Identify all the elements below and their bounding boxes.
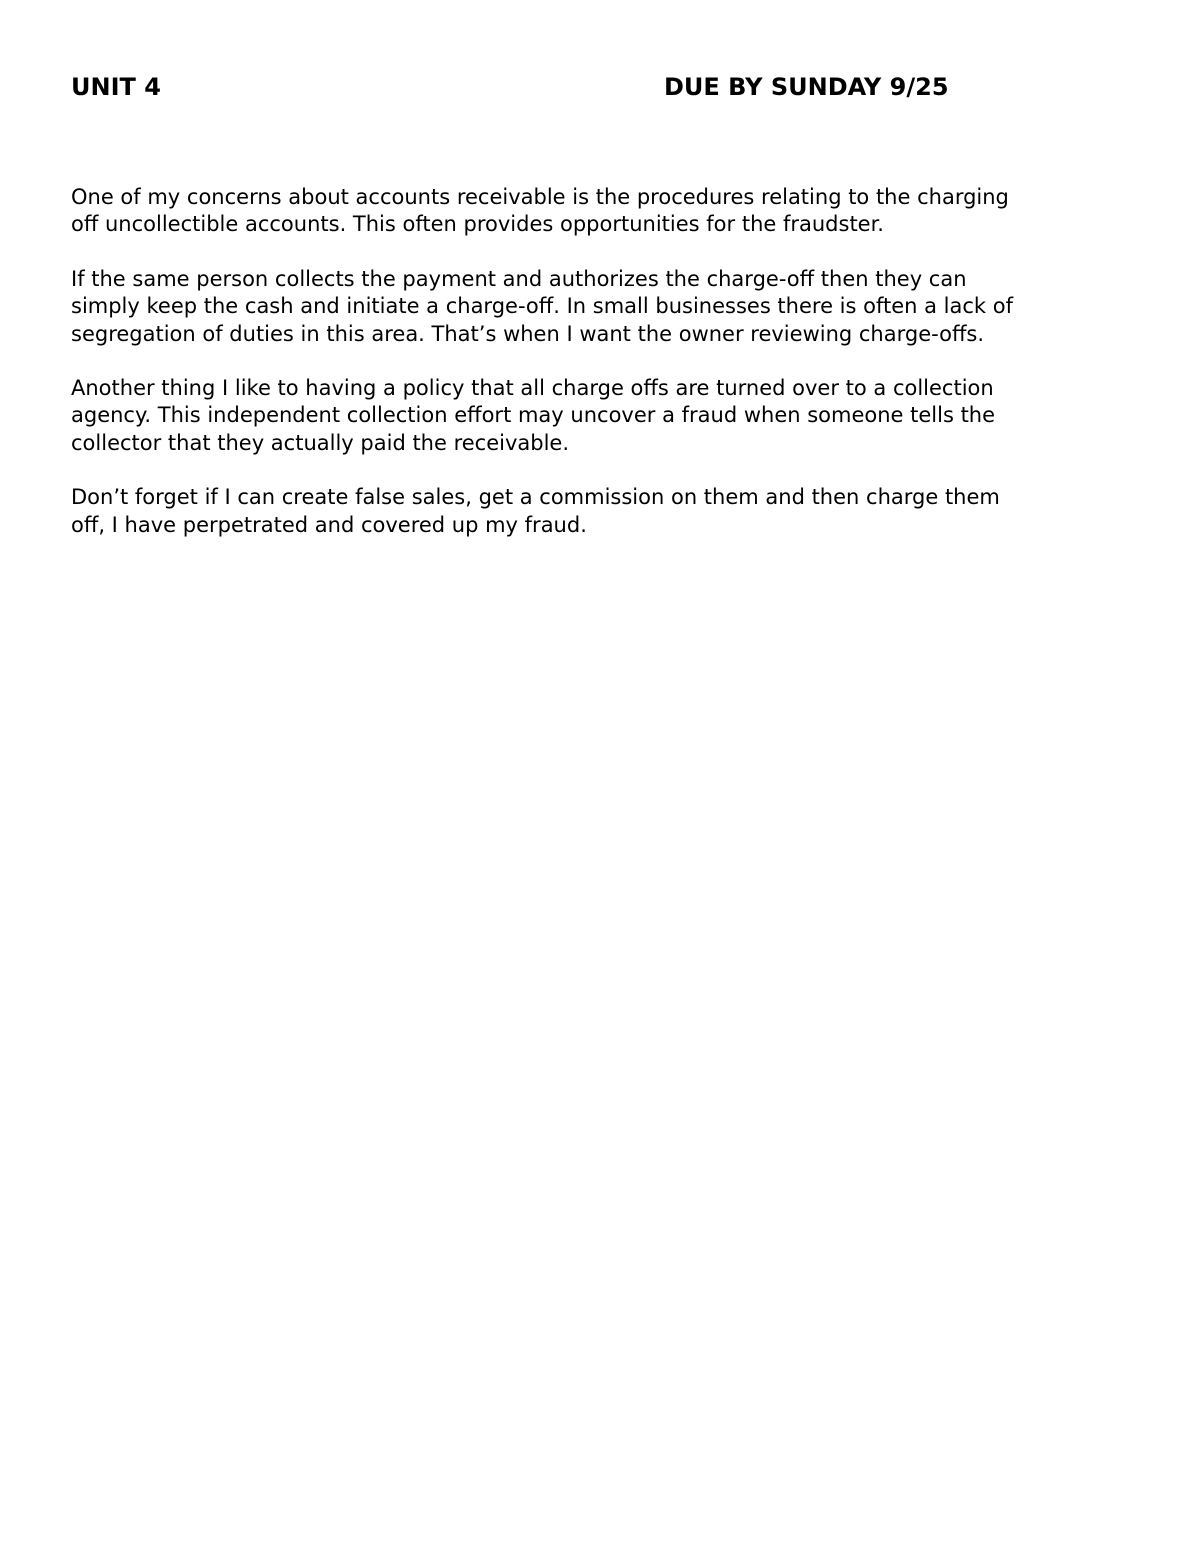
paragraph-line: If the same person collects the payment and authorizes the charge-off then they can — [71, 266, 967, 291]
due-date: DUE BY SUNDAY 9/25 — [664, 73, 949, 101]
paragraph-line: Don’t forget if I can create false sales, get a commission on them and then charge them — [71, 485, 1000, 510]
paragraph-line: off uncollectible accounts. This often provides opportunities for the fraudster. — [71, 212, 884, 237]
paragraph-line: off, I have perpetrated and covered up my fraud. — [71, 512, 587, 537]
unit-title: UNIT 4 — [71, 73, 161, 101]
paragraph-line: simply keep the cash and initiate a charge-off. In small businesses there is often a lack of — [71, 294, 1013, 319]
paragraph-line: One of my concerns about accounts receivable is the procedures relating to the charging — [71, 185, 1009, 209]
paragraph-line: segregation of duties in this area. That’s when I want the owner reviewing charge-offs. — [71, 321, 985, 346]
paragraph-line: agency. This independent collection effort may uncover a fraud when someone tells the — [71, 403, 996, 428]
paragraph-false-sales — [71, 484, 1141, 539]
paragraph-collection-agency — [71, 375, 1141, 457]
paragraph-segregation-of-duties — [71, 266, 1141, 348]
document-body — [71, 184, 1141, 566]
paragraph-charge-off-procedures — [71, 184, 1141, 239]
paragraph-line: Another thing I like to having a policy that all charge offs are turned over to a collection — [71, 376, 994, 401]
paragraph-line: collector that they actually paid the receivable. — [71, 430, 570, 455]
